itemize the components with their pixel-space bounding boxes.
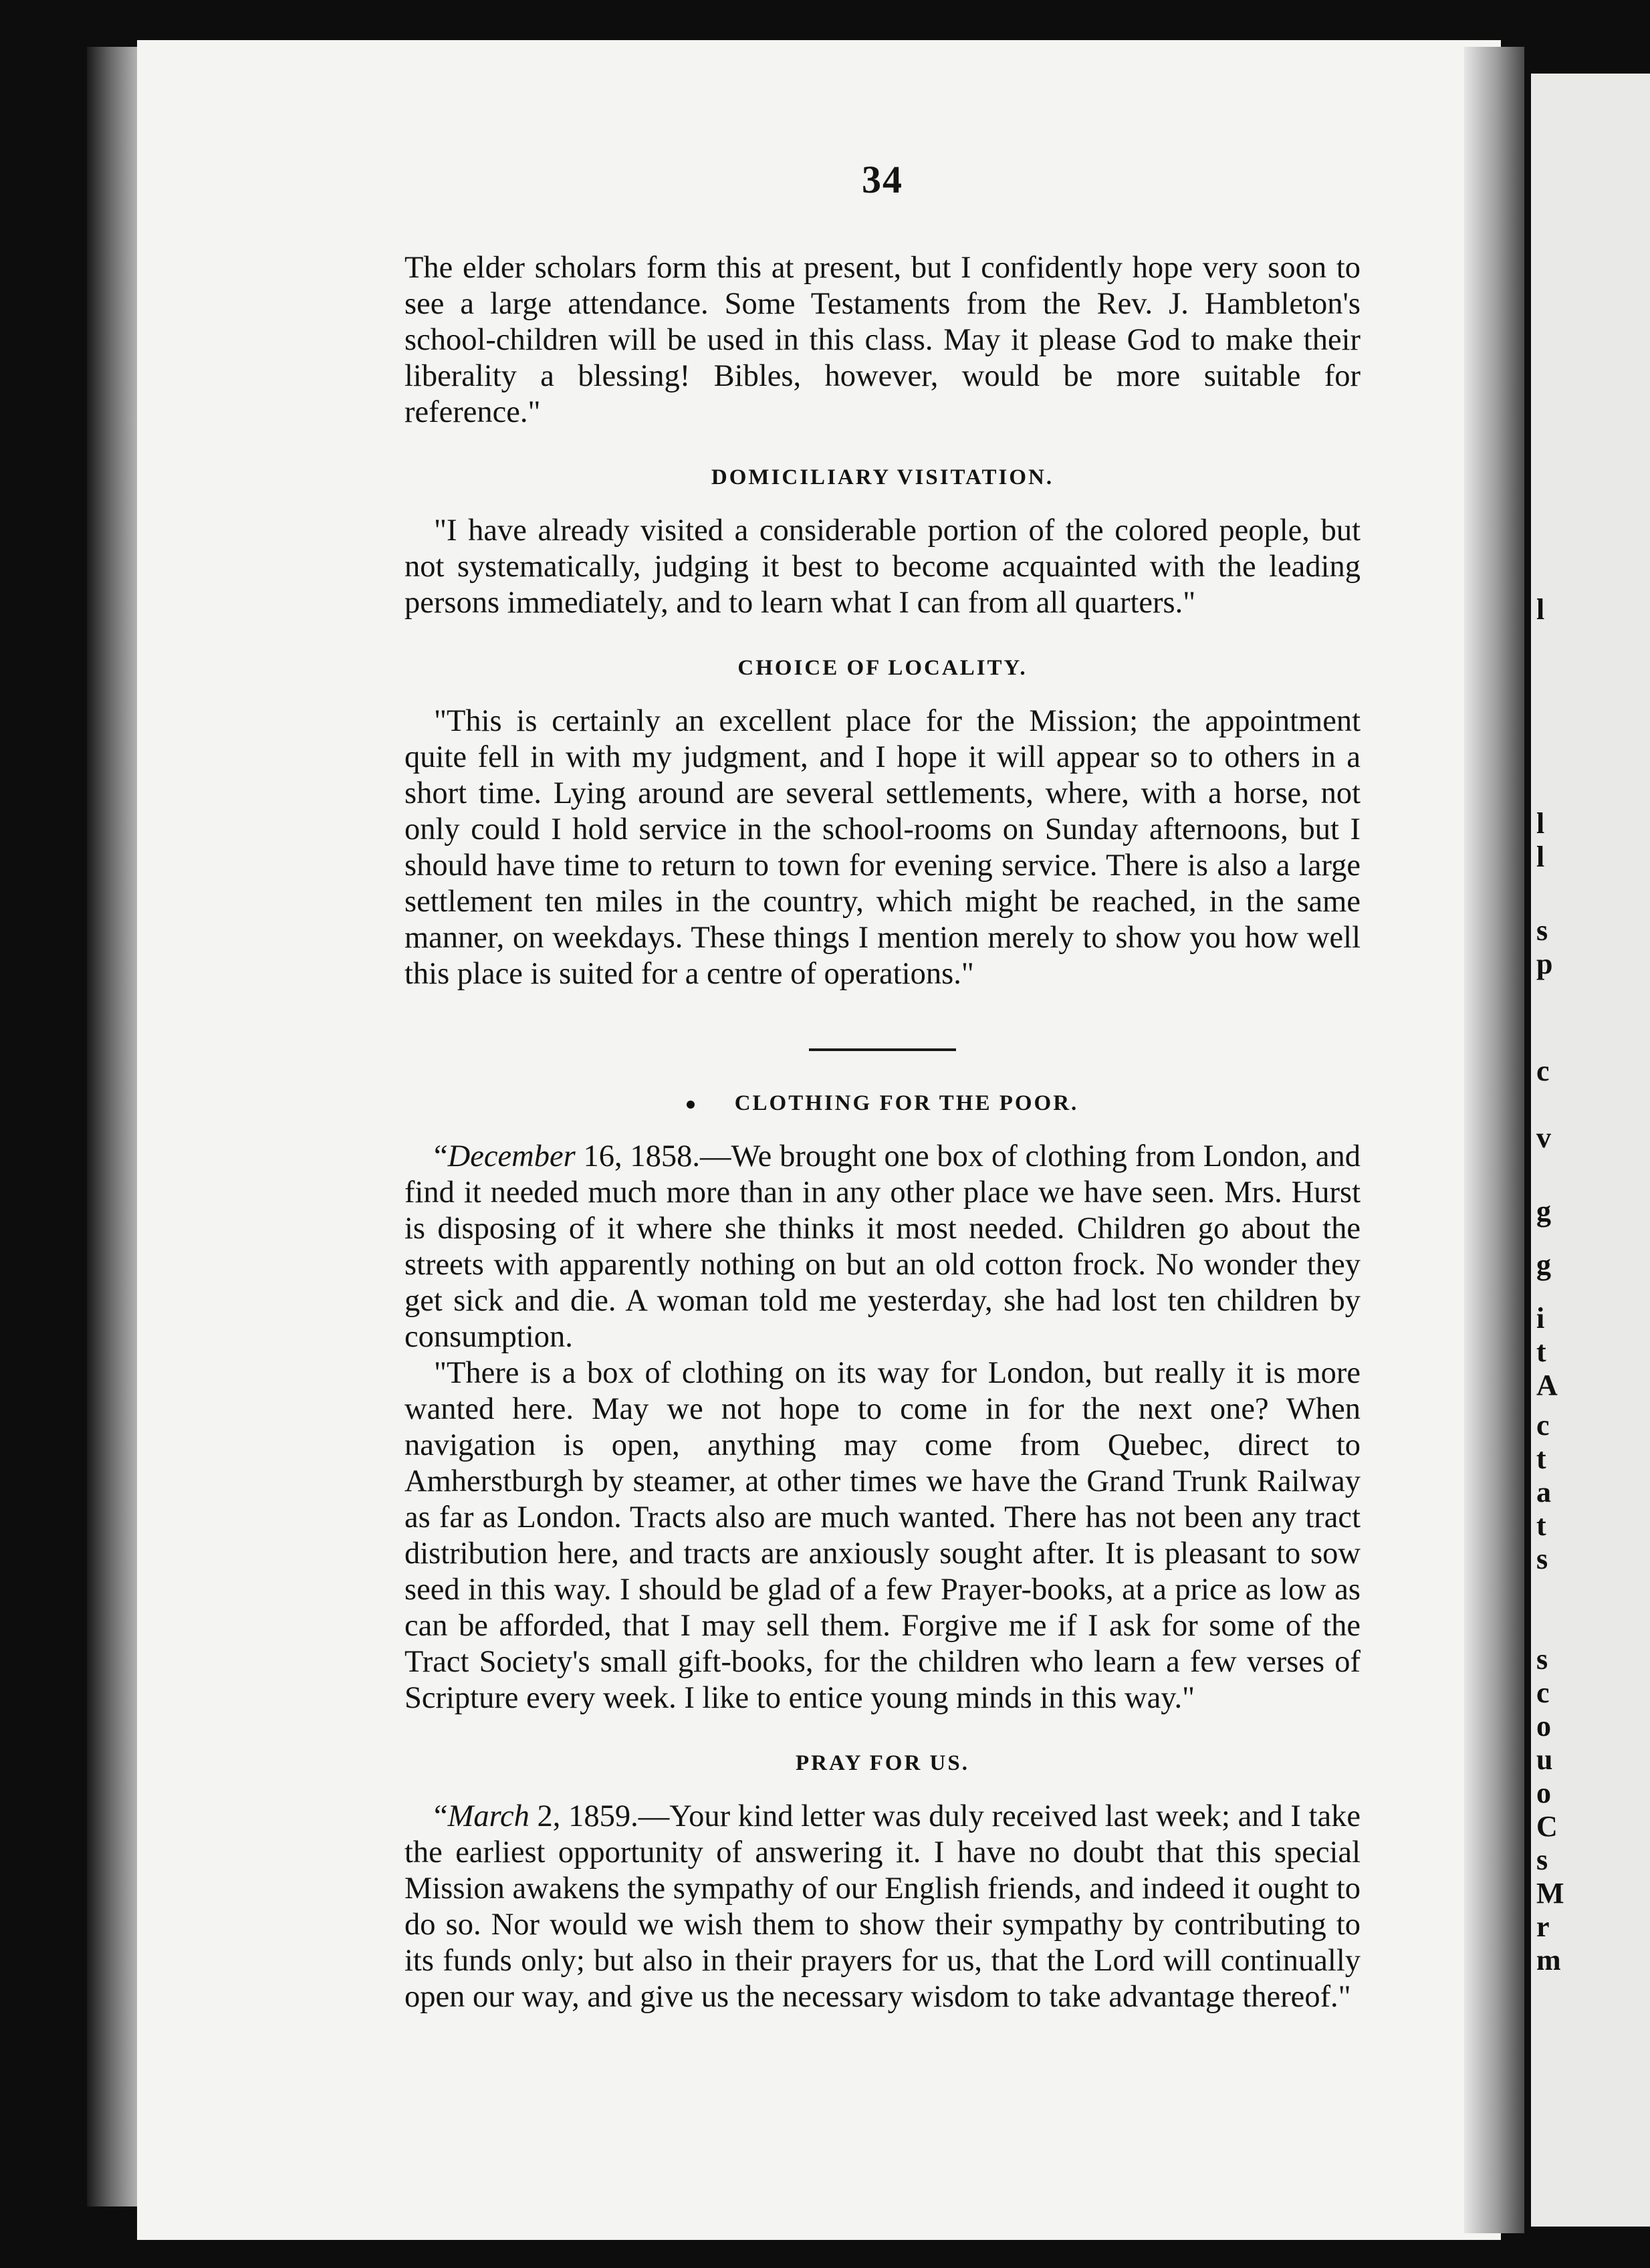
- date-label-march: March: [447, 1799, 529, 1833]
- locality-paragraph: "This is certainly an excellent place for the Mission; the appointment quite fell in with my judgment, and I hope it will appear so to others in a short time. Lying around are several settlements, where, with a horse, not only could I hold service in the school-rooms on Sunday afternoons, but I should have time to return to town for evening service. There is also a large settlement ten miles in the country, which might be reached, in the same manner, on weekdays. These things I mention merely to show you how well this place is suited for a centre of operations.": [404, 704, 1361, 991]
- page-fold-edge: [1464, 47, 1524, 2233]
- adjacent-page-edge: l l l s p c v g g i t A c t a t s s c o u o C s M r m: [1531, 74, 1650, 2227]
- section-heading-clothing-for-the-poor: CLOTHING FOR THE POOR.: [734, 1091, 1079, 1115]
- pray-paragraph: “March 2, 1859.—Your kind letter was duly received last week; and I take the earliest opportunity of answering it. I have no doubt that this special Mission awakens the sympathy of our English friends, and indeed it ought to do so. Nor would we wish them to show their sympathy by contributing to its funds only; but also in their prayers for us, that the Lord will continually open our way, and give us the necessary wisdom to take advantage thereof.": [404, 1799, 1361, 2014]
- opening-paragraph: The elder scholars form this at present, but I confidently hope very soon to see a large attendance. Some Testaments from the Rev. J. Hambleton's school-children will be used in this class. May it please God to make their liberality a blessing! Bibles, however, would be more suitable for reference.": [404, 251, 1361, 429]
- bullet-mark: [687, 1101, 695, 1109]
- clothing-paragraph-1-text: 16, 1858.—We brought one box of clothing from London, and find it needed much more than in any other place we have seen. Mrs. Hurst is disposing of it where she thinks it most needed. Children go about the streets with apparently nothing on but an old cotton frock. No wonder they get sick and die. A woman told me yesterday, she had lost ten children by consumption.: [404, 1139, 1361, 1354]
- clothing-heading-row: [404, 1091, 1361, 1116]
- page-number: 34: [862, 158, 903, 201]
- section-heading-pray-for-us: PRAY FOR US.: [796, 1751, 969, 1775]
- section-divider: [809, 1048, 956, 1051]
- clothing-paragraph-2: "There is a box of clothing on its way for London, but really it is more wanted here. May we not hope to come in for the next one? When navigation is open, anything may come from Quebec, direct to Amherstburgh by steamer, at other times we have the Grand Trunk Railway as far as London. Tracts also are much wanted. There has not been any tract distribution here, and tracts are anxiously sought after. It is pleasant to sow seed in this way. I should be glad of a few Prayer-books, at a price as low as can be afforded, that I may sell them. Forgive me if I ask for some of the Tract Society's small gift-books, for the children who learn a few verses of Scripture every week. I like to entice young minds in this way.": [404, 1356, 1361, 1715]
- date-label-december: December: [447, 1139, 576, 1173]
- domiciliary-paragraph: "I have already visited a considerable portion of the colored people, but not systematically, judging it best to become acquainted with the leading persons immediately, and to learn what I can from all quarters.": [404, 514, 1361, 620]
- page-content: [404, 157, 1361, 2015]
- clothing-paragraph-1: “December 16, 1858.—We brought one box of clothing from London, and find it needed much more than in any other place we have seen. Mrs. Hurst is disposing of it where she thinks it most needed. Children go about the streets with apparently nothing on but an old cotton frock. No wonder they get sick and die. A woman told me yesterday, she had lost ten children by consumption.: [404, 1139, 1361, 1354]
- section-heading-choice-of-locality: CHOICE OF LOCALITY.: [737, 656, 1028, 680]
- pray-paragraph-text: 2, 1859.—Your kind letter was duly received last week; and I take the earliest opportunity of answering it. I have no doubt that this special Mission awakens the sympathy of our English friends, and indeed it ought to do so. Nor would we wish them to show their sympathy by contributing to its funds only; but also in their prayers for us, that the Lord will continually open our way, and give us the necessary wisdom to take advantage thereof.": [404, 1799, 1361, 2014]
- section-heading-domiciliary-visitation: DOMICILIARY VISITATION.: [711, 465, 1054, 489]
